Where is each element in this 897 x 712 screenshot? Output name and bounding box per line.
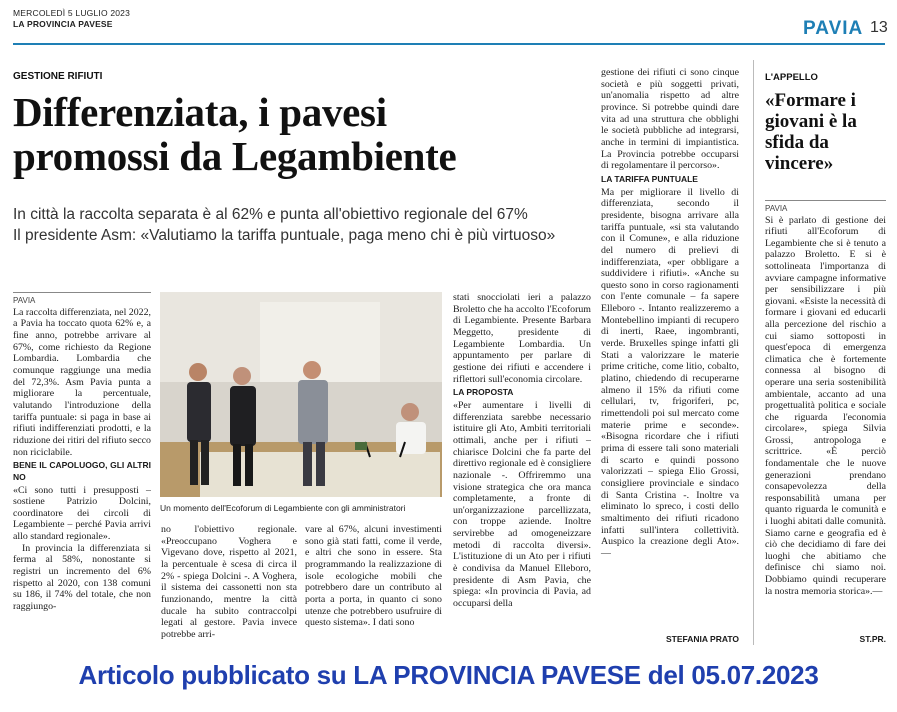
sidebar-paragraph: Si è parlato di gestione dei rifiuti all'Ecoforum di Legambiente che si è tenuto a palazzo Broletto. E si è sottolineata l'importanza di avviare campagne informative per sensibilizzare i più giovani. «Esiste la necessità di formare i giovani ed educarli alla percezione del rischio a cui siamo sottoposti in quest'epoca di emergenza climatica che è fortemente connessa al bisogno di operare una seria sostenibilità ambientale, accanto ad una progettualità politica e sociale che riguarda l'economia circolare», spiega Silvia Grossi, antropologa e scrittrice. «È perciò fondamentale che le nuove generazioni prendano consapevolezza della responsabilità umana per quanto riguarda le comunità e i luoghi abitati dalle comunità. Siamo carne e geografia ed è ciò che decidiamo di fare dei luoghi che abitiamo che definisce chi siamo noi. Dobbiamo quindi recuperare la nostra memoria storica».— <box>765 214 886 597</box>
dateline-place: PAVIA <box>13 292 151 307</box>
article-paragraph: In provincia la differenziata si ferma al 58%, nonostante si registri un incremento del 6% rispetto al 2020, con 138 comuni su 186, il 74% del totale, che non raggiungo- <box>13 542 151 613</box>
article-paragraph: «Ci sono tutti i presupposti – sostiene Patrizio Dolcini, coordinatore dei circoli di Legambiente – perché Pavia arrivi allo standard regionale». <box>13 484 151 543</box>
newspaper-name: LA PROVINCIA PAVESE <box>13 19 113 29</box>
article-paragraph: vare al 67%, alcuni investimenti sono già stati fatti, come il verde, e altri che sono in essere. Sta programmando la realizzazione di isole ecologiche mobili che potrebbero dare un contributo al porta a porta, in quanto ci sono utenze che potrebbero usufruire di questo sistema». I dati sono <box>305 524 442 629</box>
headline-line-2: promossi da Legambiente <box>13 133 457 179</box>
page-date: MERCOLEDÌ 5 LUGLIO 2023 <box>13 8 131 18</box>
headline-line-1: Differenziata, i pavesi <box>13 89 387 135</box>
publication-banner-text: Articolo pubblicato su LA PROVINCIA PAVESE del 05.07.2023 <box>78 660 819 690</box>
ecoforum-photo-image <box>160 292 442 497</box>
subheadline <box>13 204 603 246</box>
article-subhead: LA TARIFFA PUNTUALE <box>601 173 698 184</box>
sidebar-quote: «Formare i giovani è la sfida da vincere» <box>765 90 857 174</box>
article-column-4 <box>453 292 591 610</box>
article-signature: STEFANIA PRATO <box>665 634 739 644</box>
article-paragraph: no l'obiettivo regionale. «Preoccupano Voghera e Vigevano dove, rispetto al 2021, la percentuale è scesa di circa il 2% - spiega Dolcini -. A Voghera, il sistema dei cassonetti non sta funzionando, mentre la città ducale ha subito contraccolpi legati al gestore. Pavia invece potrebbe arri- <box>161 524 297 640</box>
headline <box>13 90 603 178</box>
article-column-1 <box>13 292 151 613</box>
article-paragraph: stati snocciolati ieri a palazzo Broletto che ha accolto l'Ecoforum di Legambiente. Presente Barbara Meggetto, presidente di Legambiente Lombardia. Un appuntamento per parlare di gestione dei rifiuti e accendere i riflettori sull'economia circolare. <box>453 292 591 385</box>
article-column-5 <box>601 67 739 560</box>
subheadline-line-2: Il presidente Asm: «Valutiamo la tariffa puntuale, paga meno chi è più virtuoso» <box>13 227 556 244</box>
article-paragraph: gestione dei rifiuti ci sono cinque società e più soggetti privati, un'anomalia rispetto ad altre province. Si potrebbe quindi dare vita ad una struttura che obblighi le società pubbliche ad integrarsi, anche in termini di impiantistica. La Provincia potrebbe occuparsi di regolamentare il percorso». <box>601 67 739 172</box>
sidebar-column <box>765 200 886 597</box>
sidebar-kicker: L'APPELLO <box>765 72 818 83</box>
photo-caption: Un momento dell'Ecoforum di Legambiente con gli amministratori <box>160 503 406 513</box>
article-paragraph: La raccolta differenziata, nel 2022, a Pavia ha toccato quota 62% e, a fine anno, potrebbe arrivare al 67%, come richiesto da Regione Lombardia. Lombardia che comunque raggiunge una media del 72,3%. Asm Pavia punta a migliorare la percentuale, valutando l'introduzione della tariffa puntuale: si paga in base ai rifiuti indifferenziati prodotti, e la riduzione dei ritiri del rifiuto secco non riciclabile. <box>13 306 151 458</box>
article-subhead: BENE IL CAPOLUOGO, GLI ALTRI NO <box>13 460 151 482</box>
sidebar-divider <box>753 60 754 645</box>
sidebar-signature: ST.PR. <box>859 634 886 644</box>
page-number: 13 <box>870 19 888 36</box>
article-column-2 <box>161 524 297 641</box>
article-paragraph: Ma per migliorare il livello di differenziata, secondo il presidente, bisogna arrivare alla tariffa puntuale, «si sta valutando con il Comune», e alla riduzione del numero di prelievi di indifferenziata, «per obbligare a suddividere i rifiuti». «Anche su questo sono in corso ragionamenti con l'ente comunale – fa sapere Elleboro -. Intanto realizzeremo a Montebellino impianti di recupero di inerti, Raee, ingombranti, verde. Bruxelles spinge infatti gli Stati a valorizzare le materie prime critiche, come litio, cobalto, platino, chiedendo di recuperarne almeno il 15% da rifiuti come cellulari, tv, frigoriferi, pc, rimettendoli poi sul mercato come materie prime e seconde». «Bisogna ricordare che i rifiuti prima di essere tali sono materiali di scarto e quindi possono valorizzati – spiega Elio Grossi, consigliere provinciale e sindaco di Santa Cristina -. Inoltre va eliminato lo spreco, i costi dello smaltimento dei rifiuti ricadono infatti sull'intera collettività. Auspico la creazione degli Ato».— <box>601 186 739 559</box>
sidebar-dateline-place: PAVIA <box>765 200 886 215</box>
article-kicker: GESTIONE RIFIUTI <box>13 71 103 82</box>
subheadline-line-1: In città la raccolta separata è al 62% e punta all'obiettivo regionale del 67% <box>13 206 528 223</box>
article-paragraph: «Per aumentare i livelli di differenziata sarebbe necessario istituire gli Ato, Ambiti territoriali ottimali, anche per i rifiuti – chiarisce Dolcini che fa parte del direttivo regionale ed è consigliere nazionale -. Offriremmo una visione strategica che ora manca completamente, a fronte di un'organizzazione parcellizzata, con troppe aziende. Inoltre servirebbe ad omogeneizzare metodi di raccolta diversi». L'istituzione di un Ato per i rifiuti è condivisa da Manuel Elleboro, presidente di Asm Pavia, che spiega: «In provincia di Pavia, ad occuparsi della <box>453 399 591 610</box>
article-column-3 <box>305 524 442 629</box>
article-subhead: LA PROPOSTA <box>453 387 514 398</box>
article-photo <box>160 292 442 497</box>
section-name: PAVIA <box>803 18 864 39</box>
header-rule <box>13 43 885 45</box>
publication-banner <box>0 660 897 691</box>
